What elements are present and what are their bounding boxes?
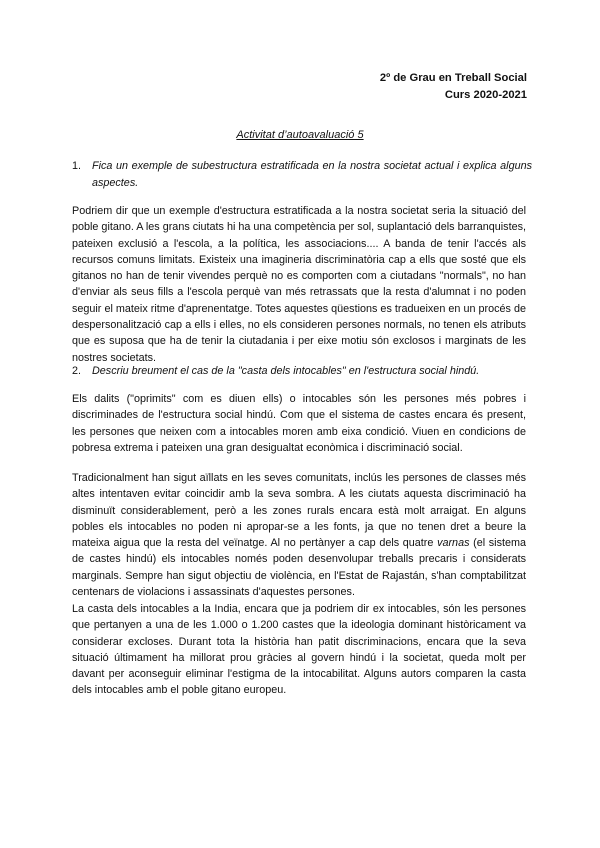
document-header [380,70,527,104]
question-2-text-start: Descriu breument el cas de la " [92,365,242,377]
answer-2-paragraph-2 [72,470,526,600]
activity-title: Activitat d’autoavaluació 5 [236,129,364,141]
header-course-year: Curs 2020-2021 [444,89,527,101]
question-2-number: 2. [72,365,82,377]
answer-1-paragraph: Podriem dir que un exemple d'estructura estratificada a la nostra societat seria la situació del poble gitano. A les grans ciutats hi ha una competència per sol, suplantació dels barranquistes, pateixen exclusió a l'escola, a la política, les associacions.... A banda de tenir l'accés als recursos comuns limitats. Existeix una imagineria discriminatòria cap a ells que sosté que els gitanos no han de tenir vivendes perquè no es comporten com a ciutadans "normals", no han d'enviar als seus fills a l'escola perquè van més retrassats que la resta d'alumnat i no poden seguir el mateix ritme d'aprenentatge. Totes aquestes qüestions es tradueixen en un procés de despersonalització cap a ells i elles, no els consideren persones normals, no tenen els atributs que es suposa que ha de tenir la ciutadania i per eixe motiu són exclosos i marginats de les nostres societats. [72,205,526,364]
answer-2-paragraph-3: La casta dels intocables a la India, encara que ja podriem dir ex intocables, són les persones que pertanyen a una de les 1.000 o 1.200 castes que la ideologia dominant històricament va considerar excloses. Durant tota la història han patit discriminacions, encara que la seva situació últimament ha millorat prou gràcies al govern hindú i la societat, queda molt per davant per aconseguir eliminar l'estigma de la intocabilitat. Alguns autors comparen la casta dels intocables amb el poble gitano europeu. [72,603,526,697]
question-2 [72,363,532,380]
answer-2-paragraph-1: Els dalits ("oprimits" com es diuen ells) o intocables són les persones més pobres i discriminades de l'estructura social hindú. Com que el sistema de castes encara és present, les persones que neixen com a intocables moren amb eixa condició. Viuen en condicions de pobresa extrema i pateixen una gran desigualtat econòmica i discriminació social. [72,393,526,454]
answer-2-paragraph-2-start: Tradicionalment han sigut aïllats en les seves comunitats, inclús les persones de classes més altes intentaven evitar coincidir amb la seva sombra. A les ciutats aquesta discriminació ha disminuït considerablement, però a les zones rurals encara està molt arraigat. En alguns pobles els intocables no poden ni apropar-se a les fonts, ja que no tenen dret a beure la mateixa aigua que la resta del veïnatge. Al no pertànyer a cap dels quatre [72,472,526,550]
question-1-number: 1. [72,160,82,172]
question-2-text-end: " en l'estructura social hindú. [341,365,480,377]
question-2-text-emphasis: casta dels intocables [241,365,342,377]
answer-2-paragraph-2-end: (el sistema de castes hindú) els intocables només poden desenvolupar treballs precaris i considerats marginals. Sempre han sigut objectiu de violència, en l'Estat de Rajastán, s'han comptabilitzat centenars de violacions i assassinats d'aquestes persones. [72,537,526,599]
varnas-term: varnas [437,537,470,550]
header-degree: 2º de Grau en Treball Social [379,72,527,84]
question-1-text: Fica un exemple de subestructura estratificada en la nostra societat actual i explica alguns aspectes. [92,160,532,189]
question-1 [72,158,532,192]
